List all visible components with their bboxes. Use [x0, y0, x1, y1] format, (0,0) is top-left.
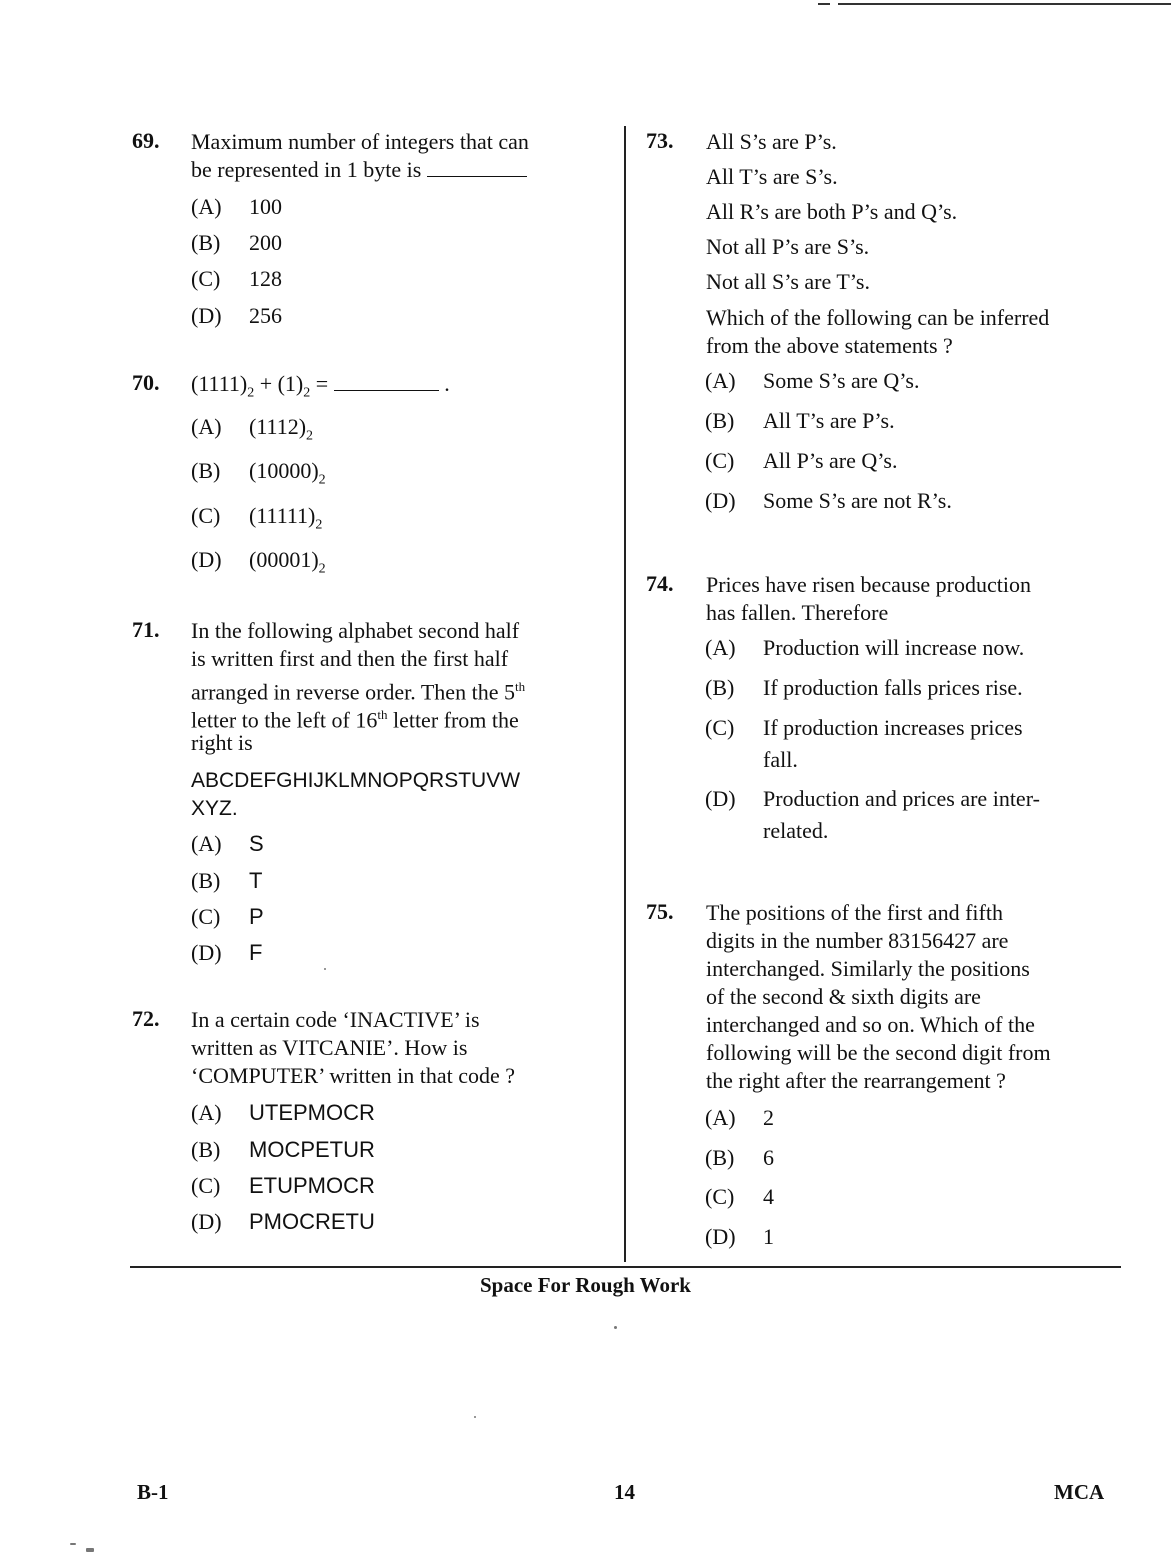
question-number: 73. — [646, 128, 674, 153]
alphabet-line: XYZ. — [191, 797, 238, 820]
question-number: 75. — [646, 899, 674, 924]
page-number: 14 — [614, 1480, 635, 1504]
scan-speck — [614, 1326, 617, 1329]
question-text-line: written as VITCANIE’. How is — [191, 1035, 468, 1060]
option-d: (D) Some S’s are not R’s. — [705, 488, 952, 513]
question-73 — [646, 128, 1106, 528]
option-a: (A) 100 — [191, 194, 282, 219]
option-b: (B) If production falls prices rise. — [705, 675, 1023, 700]
option-a: (A) Production will increase now. — [705, 635, 1025, 660]
option-c: (C) ETUPMOCR — [191, 1173, 375, 1198]
question-text-line: the right after the rearrangement ? — [706, 1068, 1006, 1093]
question-text-line: has fallen. Therefore — [706, 600, 889, 625]
option-d: (D) $(00001)_2$ — [191, 547, 326, 577]
question-text-line: ‘COMPUTER’ written in that code ? — [191, 1063, 516, 1088]
option-c: (C) If production increases prices fall. — [705, 715, 1023, 772]
option-d: (D) Production and prices are inter- related. — [705, 786, 1040, 843]
question-text-line: digits in the number 83156427 are — [706, 928, 1009, 953]
option-a: (A) S — [191, 831, 264, 856]
answer-blank — [427, 176, 527, 177]
question-text-line: right is — [191, 730, 253, 755]
paper-code: MCA — [1054, 1480, 1105, 1504]
booklet-code: B-1 — [137, 1480, 169, 1504]
question-number: 69. — [132, 128, 160, 153]
top-rule — [838, 3, 1171, 5]
question-text-line: $(1111)_2 + (1)_2$ = . — [191, 371, 450, 401]
question-text-line: In a certain code ‘INACTIVE’ is — [191, 1007, 480, 1032]
statement-line: All R’s are both P’s and Q’s. — [706, 199, 958, 224]
column-divider — [624, 126, 626, 1262]
statement-line: Not all S’s are T’s. — [706, 269, 870, 294]
option-b: (B) MOCPETUR — [191, 1137, 375, 1162]
rough-work-heading: Space For Rough Work — [479, 1273, 691, 1297]
question-75 — [646, 899, 1106, 1254]
question-72 — [132, 1006, 592, 1241]
scan-speck — [70, 1543, 76, 1545]
question-74 — [646, 571, 1106, 851]
option-c: (C) P — [191, 904, 264, 929]
option-b: (B) All T’s are P’s. — [705, 408, 895, 433]
scan-speck — [324, 968, 326, 970]
option-b: (B) $(10000)_2$ — [191, 458, 326, 488]
question-70 — [132, 370, 592, 580]
question-text-line: of the second & sixth digits are — [706, 984, 981, 1009]
option-d: (D) 256 — [191, 303, 282, 328]
option-c: (C) $(11111)_2$ — [191, 503, 323, 533]
question-text-line: arranged in reverse order. Then the 5th — [191, 679, 526, 705]
option-d: (D) PMOCRETU — [191, 1209, 375, 1234]
question-text-line: The positions of the first and fifth — [706, 900, 1003, 925]
question-number: 72. — [132, 1006, 160, 1031]
question-text-line: In the following alphabet second half — [191, 618, 520, 643]
question-text-line: Maximum number of integers that can — [191, 129, 529, 154]
option-b: (B) 200 — [191, 230, 282, 255]
scan-speck — [86, 1548, 94, 1552]
bottom-rule — [130, 1266, 1121, 1268]
question-text-line: interchanged and so on. Which of the — [706, 1012, 1035, 1037]
option-a: (A) 2 — [705, 1105, 774, 1130]
answer-blank — [334, 390, 439, 391]
option-d: (D) 1 — [705, 1224, 774, 1249]
scan-speck — [474, 1416, 476, 1418]
question-text-line: interchanged. Similarly the positions — [706, 956, 1030, 981]
statement-line: Not all P’s are S’s. — [706, 234, 870, 259]
option-a: (A) UTEPMOCR — [191, 1100, 375, 1125]
option-b: (B) T — [191, 868, 263, 893]
option-c: (C) All P’s are Q’s. — [705, 448, 898, 473]
question-text-line: be represented in 1 byte is — [191, 156, 527, 184]
option-a: (A) Some S’s are Q’s. — [705, 368, 920, 393]
question-text-line: Prices have risen because production — [706, 572, 1031, 597]
option-c: (C) 4 — [705, 1184, 774, 1209]
question-number: 71. — [132, 617, 160, 642]
question-text-line: following will be the second digit from — [706, 1040, 1051, 1065]
option-c: (C) 128 — [191, 266, 282, 291]
question-number: 74. — [646, 571, 674, 596]
top-rule-stub — [818, 3, 830, 5]
option-a: (A) $(1112)_2$ — [191, 414, 314, 444]
question-69 — [132, 128, 592, 328]
alphabet-line: ABCDEFGHIJKLMNOPQRSTUVW — [191, 769, 521, 792]
question-text-line: from the above statements ? — [706, 333, 953, 358]
option-d: (D) F — [191, 940, 263, 965]
question-71 — [132, 617, 592, 972]
option-b: (B) 6 — [705, 1145, 774, 1170]
statement-line: All T’s are S’s. — [706, 164, 838, 189]
statement-line: All S’s are P’s. — [706, 129, 837, 154]
question-text-line: Which of the following can be inferred — [706, 305, 1050, 330]
question-number: 70. — [132, 370, 160, 395]
question-text-line: letter to the left of 16th letter from the — [191, 707, 519, 733]
question-text-line: is written first and then the first half — [191, 646, 509, 671]
